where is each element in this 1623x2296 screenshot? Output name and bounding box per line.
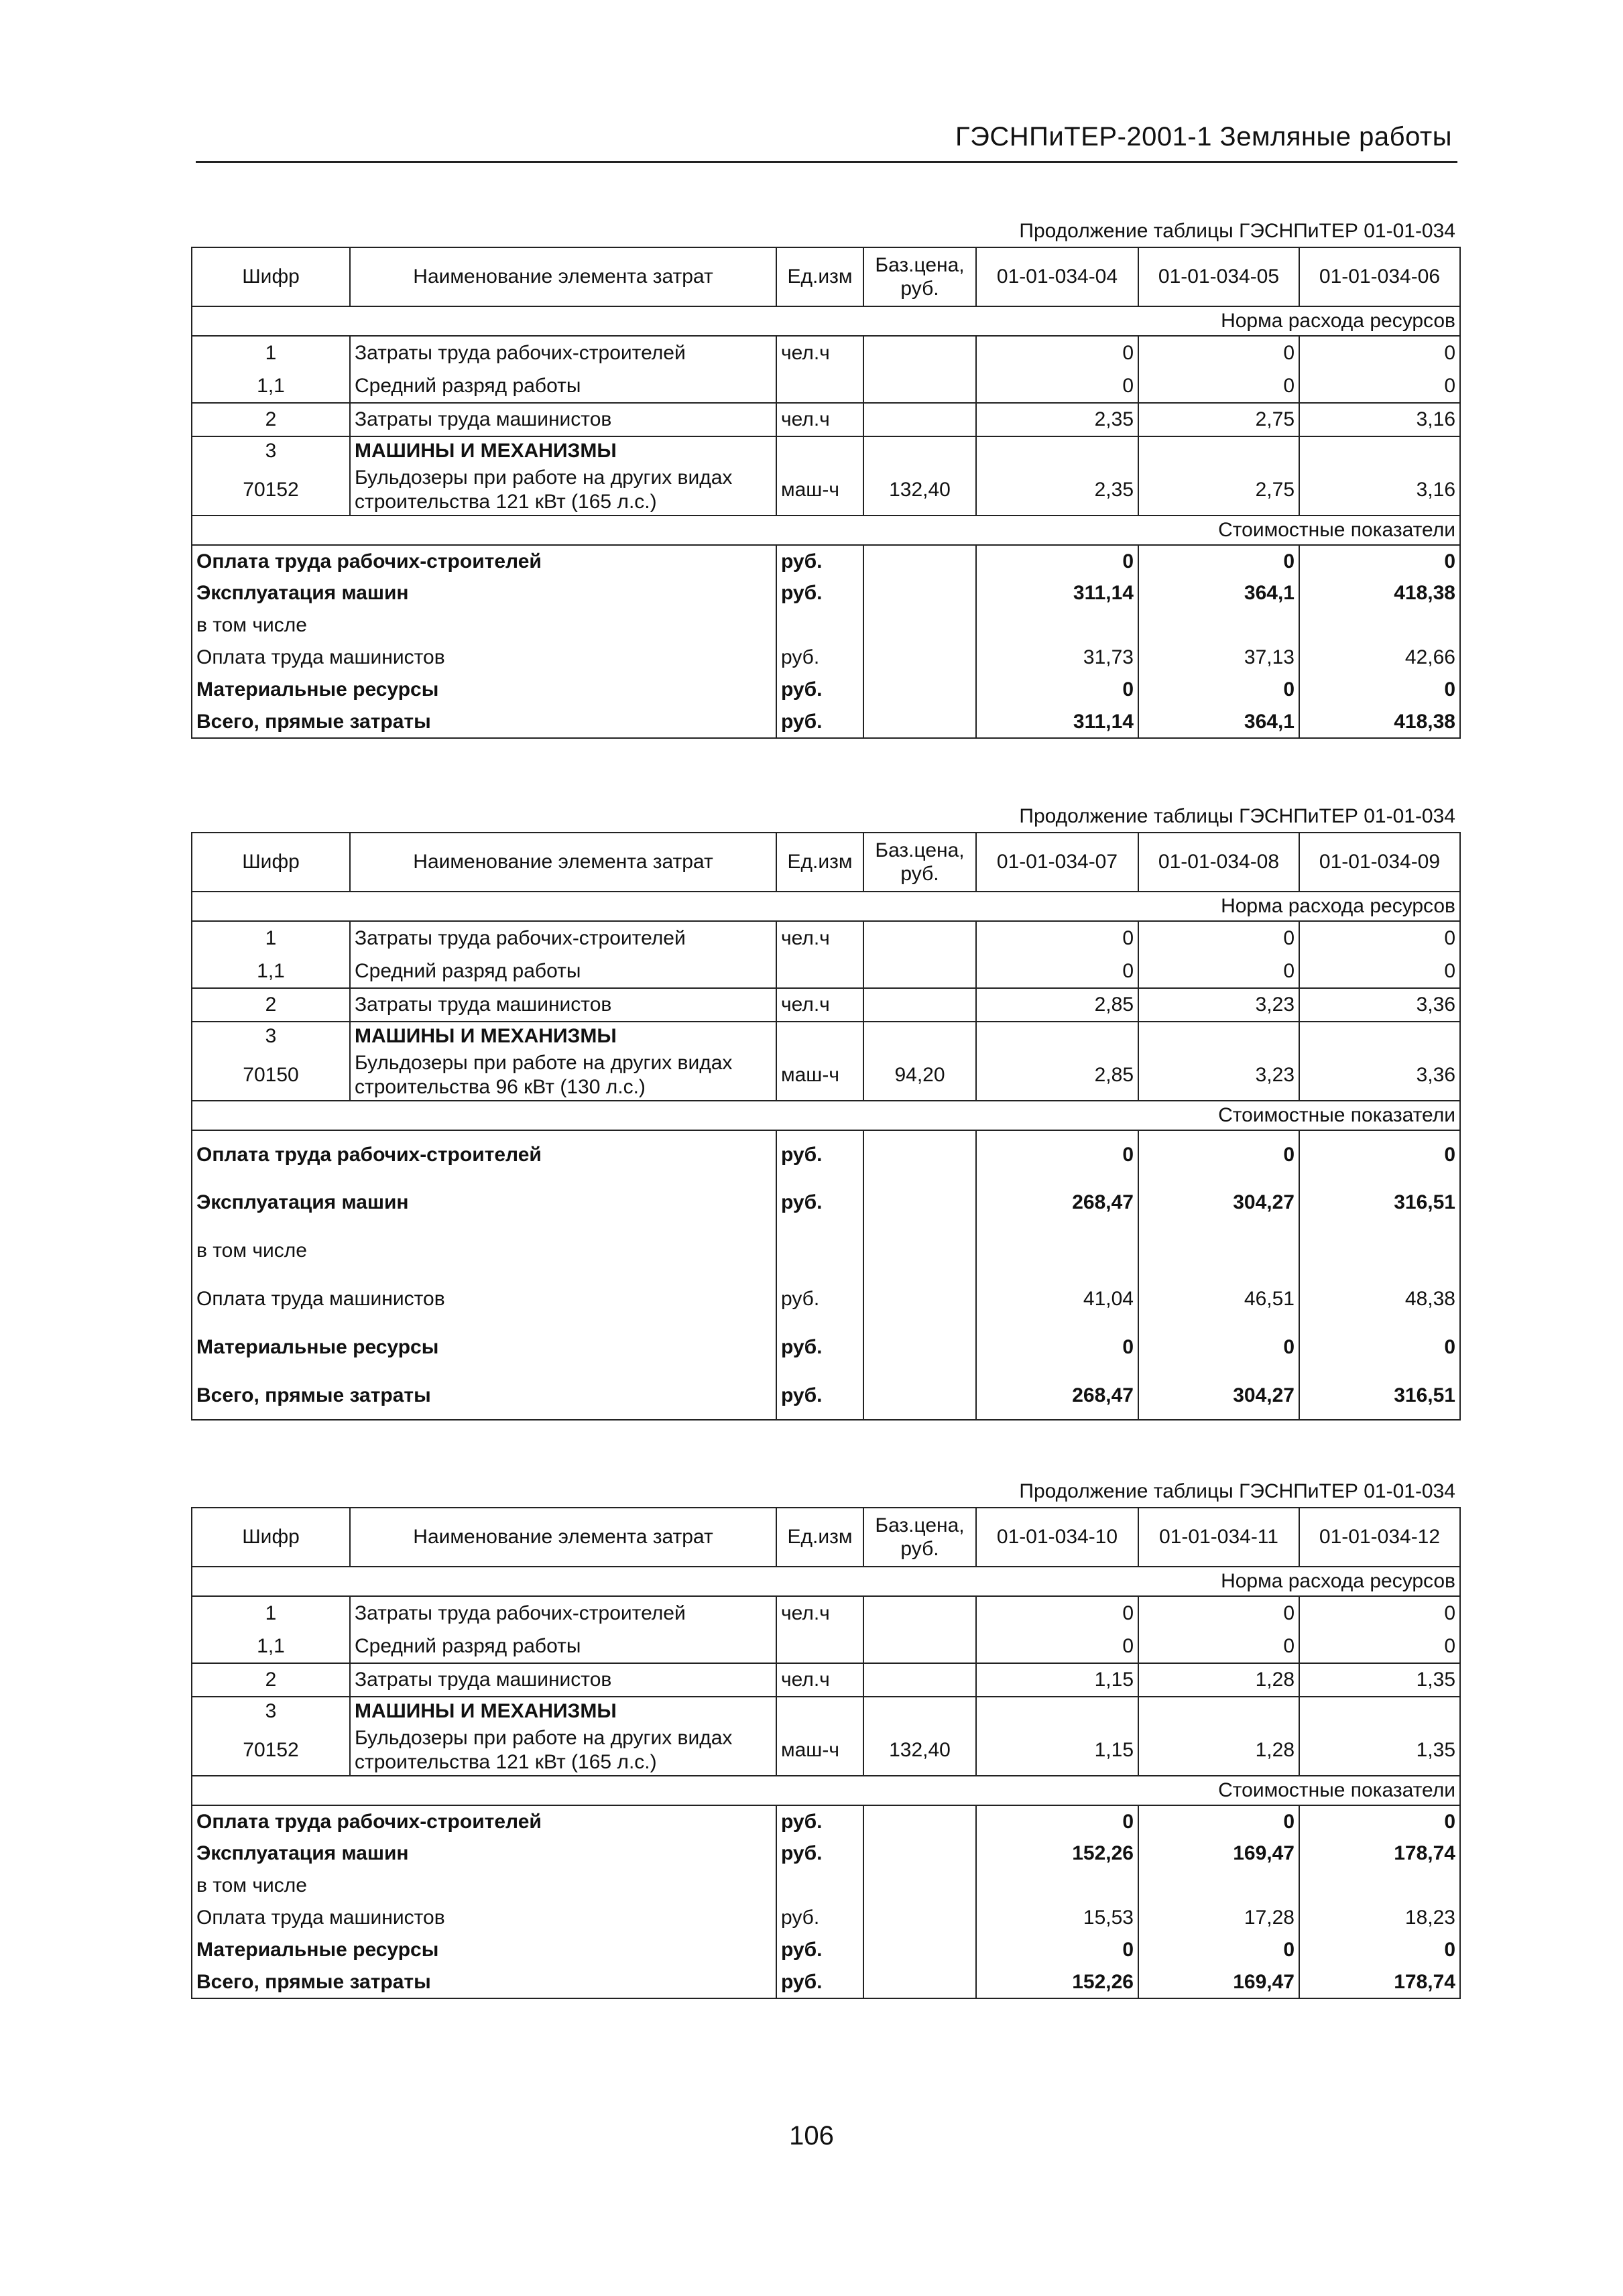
resource-price <box>863 1663 976 1697</box>
cost-name: Эксплуатация машин <box>192 1179 776 1227</box>
cost-value: 15,53 <box>976 1902 1138 1934</box>
cost-unit: руб. <box>776 1902 863 1934</box>
table-continuation-caption: Продолжение таблицы ГЭСНПиТЕР 01-01-034 <box>1019 1480 1455 1502</box>
cost-value: 0 <box>1299 1130 1460 1179</box>
resource-name: Затраты труда машинистов <box>350 403 776 436</box>
resource-value: 1,35 <box>1299 1725 1460 1776</box>
resource-name: Средний разряд работы <box>350 955 776 988</box>
cost-value: 0 <box>976 545 1138 577</box>
resource-unit <box>776 1022 863 1050</box>
cost-price-empty <box>863 1837 976 1870</box>
header-norm-code: 01-01-034-07 <box>976 833 1138 892</box>
cost-row <box>192 1805 1460 1837</box>
cost-price-empty <box>863 609 976 642</box>
cost-name: Оплата труда рабочих-строителей <box>192 545 776 577</box>
resource-value: 0 <box>1299 336 1460 369</box>
cost-unit: руб. <box>776 1805 863 1837</box>
estimate-block <box>191 801 1459 1421</box>
resource-name: МАШИНЫ И МЕХАНИЗМЫ <box>350 1022 776 1050</box>
cost-value <box>1138 609 1299 642</box>
resource-code: 70152 <box>192 465 350 516</box>
cost-value: 178,74 <box>1299 1966 1460 1998</box>
resource-name: Затраты труда рабочих-строителей <box>350 921 776 955</box>
resource-value: 0 <box>976 921 1138 955</box>
resource-value: 0 <box>1299 1596 1460 1630</box>
resource-value <box>1299 1697 1460 1725</box>
resource-row <box>192 1630 1460 1663</box>
cost-row <box>192 1227 1460 1275</box>
resource-code: 3 <box>192 436 350 465</box>
section-cost-row <box>192 1776 1460 1805</box>
cost-value: 48,38 <box>1299 1275 1460 1323</box>
resource-value: 2,85 <box>976 988 1138 1022</box>
header-unit: Ед.изм <box>776 247 863 306</box>
resource-value: 0 <box>1138 369 1299 403</box>
resource-row <box>192 403 1460 436</box>
resource-code: 1,1 <box>192 955 350 988</box>
header-code: Шифр <box>192 833 350 892</box>
cost-row <box>192 1966 1460 1998</box>
cost-name: в том числе <box>192 1870 776 1902</box>
cost-value <box>1138 1227 1299 1275</box>
resource-unit: чел.ч <box>776 1663 863 1697</box>
cost-row <box>192 577 1460 609</box>
header-unit: Ед.изм <box>776 833 863 892</box>
section-cost-label: Стоимостные показатели <box>192 1101 1460 1130</box>
cost-name: в том числе <box>192 609 776 642</box>
resource-value: 0 <box>976 1596 1138 1630</box>
page-number: 106 <box>789 2121 834 2151</box>
resource-code: 1 <box>192 921 350 955</box>
cost-price-empty <box>863 642 976 674</box>
resource-code: 1 <box>192 1596 350 1630</box>
cost-name: Материальные ресурсы <box>192 674 776 706</box>
resource-code: 3 <box>192 1022 350 1050</box>
estimate-table <box>191 247 1461 739</box>
section-norm-label: Норма расхода ресурсов <box>192 1567 1460 1596</box>
page-header-title: ГЭСНПиТЕР-2001-1 Земляные работы <box>955 122 1452 152</box>
resource-code: 70150 <box>192 1050 350 1101</box>
cost-value: 169,47 <box>1138 1837 1299 1870</box>
resource-value: 0 <box>1299 921 1460 955</box>
resource-value: 2,35 <box>976 403 1138 436</box>
cost-row <box>192 1372 1460 1420</box>
cost-name: в том числе <box>192 1227 776 1275</box>
cost-value: 0 <box>1138 1805 1299 1837</box>
cost-row <box>192 1323 1460 1372</box>
cost-value: 304,27 <box>1138 1372 1299 1420</box>
resource-price <box>863 436 976 465</box>
cost-price-empty <box>863 1372 976 1420</box>
resource-code: 70152 <box>192 1725 350 1776</box>
resource-value: 3,36 <box>1299 1050 1460 1101</box>
resource-unit: чел.ч <box>776 1596 863 1630</box>
cost-value: 18,23 <box>1299 1902 1460 1934</box>
cost-unit: руб. <box>776 674 863 706</box>
resource-value: 0 <box>976 369 1138 403</box>
cost-unit: руб. <box>776 642 863 674</box>
cost-unit <box>776 1870 863 1902</box>
cost-price-empty <box>863 1275 976 1323</box>
cost-price-empty <box>863 1130 976 1179</box>
resource-value <box>1138 1697 1299 1725</box>
cost-value: 311,14 <box>976 706 1138 738</box>
cost-value: 0 <box>976 1805 1138 1837</box>
cost-value: 46,51 <box>1138 1275 1299 1323</box>
cost-price-empty <box>863 1934 976 1966</box>
resource-unit <box>776 955 863 988</box>
header-name: Наименование элемента затрат <box>350 833 776 892</box>
cost-row <box>192 1934 1460 1966</box>
cost-value: 316,51 <box>1299 1372 1460 1420</box>
resource-unit <box>776 369 863 403</box>
resource-price: 94,20 <box>863 1050 976 1101</box>
header-unit: Ед.изм <box>776 1508 863 1567</box>
resource-unit: маш-ч <box>776 465 863 516</box>
cost-unit <box>776 609 863 642</box>
cost-value: 0 <box>1138 545 1299 577</box>
cost-unit: руб. <box>776 1323 863 1372</box>
cost-value: 364,1 <box>1138 706 1299 738</box>
resource-unit: чел.ч <box>776 921 863 955</box>
resource-value: 0 <box>1299 955 1460 988</box>
cost-row <box>192 545 1460 577</box>
cost-value: 0 <box>976 1934 1138 1966</box>
cost-unit <box>776 1227 863 1275</box>
cost-value: 0 <box>976 674 1138 706</box>
resource-value: 1,15 <box>976 1725 1138 1776</box>
resource-value <box>976 1022 1138 1050</box>
cost-unit: руб. <box>776 1934 863 1966</box>
resource-value: 2,75 <box>1138 465 1299 516</box>
header-code: Шифр <box>192 247 350 306</box>
resource-name: Бульдозеры при работе на других видах строительства 121 кВт (165 л.с.) <box>350 1725 776 1776</box>
cost-name: Всего, прямые затраты <box>192 1966 776 1998</box>
cost-value <box>1299 609 1460 642</box>
resource-value <box>1138 436 1299 465</box>
resource-row <box>192 369 1460 403</box>
header-code: Шифр <box>192 1508 350 1567</box>
cost-price-empty <box>863 1870 976 1902</box>
resource-name: МАШИНЫ И МЕХАНИЗМЫ <box>350 1697 776 1725</box>
cost-value: 0 <box>1299 1934 1460 1966</box>
resource-value: 3,16 <box>1299 403 1460 436</box>
resource-name: Бульдозеры при работе на других видах строительства 96 кВт (130 л.с.) <box>350 1050 776 1101</box>
resource-value: 0 <box>1299 369 1460 403</box>
cost-row <box>192 1870 1460 1902</box>
cost-value: 418,38 <box>1299 706 1460 738</box>
header-norm-code: 01-01-034-11 <box>1138 1508 1299 1567</box>
cost-value <box>976 1870 1138 1902</box>
cost-unit: руб. <box>776 706 863 738</box>
resource-value: 2,85 <box>976 1050 1138 1101</box>
cost-unit: руб. <box>776 1130 863 1179</box>
section-norm-label: Норма расхода ресурсов <box>192 892 1460 921</box>
cost-value <box>976 1227 1138 1275</box>
cost-unit: руб. <box>776 545 863 577</box>
resource-value <box>1299 1022 1460 1050</box>
cost-value: 311,14 <box>976 577 1138 609</box>
cost-row <box>192 609 1460 642</box>
resource-row <box>192 465 1460 516</box>
header-norm-code: 01-01-034-10 <box>976 1508 1138 1567</box>
cost-row <box>192 1275 1460 1323</box>
cost-row <box>192 1130 1460 1179</box>
cost-value: 0 <box>1138 1323 1299 1372</box>
cost-value: 41,04 <box>976 1275 1138 1323</box>
resource-price <box>863 988 976 1022</box>
cost-value: 0 <box>1299 1323 1460 1372</box>
cost-value: 268,47 <box>976 1372 1138 1420</box>
resource-name: Затраты труда машинистов <box>350 1663 776 1697</box>
header-norm-code: 01-01-034-05 <box>1138 247 1299 306</box>
cost-price-empty <box>863 577 976 609</box>
header-name: Наименование элемента затрат <box>350 1508 776 1567</box>
resource-code: 2 <box>192 1663 350 1697</box>
resource-row <box>192 436 1460 465</box>
resource-value: 0 <box>1138 336 1299 369</box>
cost-unit: руб. <box>776 1372 863 1420</box>
estimate-block <box>191 1476 1459 1999</box>
section-norm-row <box>192 306 1460 336</box>
cost-price-empty <box>863 706 976 738</box>
section-norm-row <box>192 1567 1460 1596</box>
cost-price-empty <box>863 674 976 706</box>
cost-value: 0 <box>1138 1934 1299 1966</box>
resource-row <box>192 1596 1460 1630</box>
cost-value: 31,73 <box>976 642 1138 674</box>
resource-unit <box>776 1697 863 1725</box>
cost-unit: руб. <box>776 1275 863 1323</box>
resource-row <box>192 1022 1460 1050</box>
cost-row <box>192 674 1460 706</box>
resource-row <box>192 1697 1460 1725</box>
cost-value: 316,51 <box>1299 1179 1460 1227</box>
resource-name: Средний разряд работы <box>350 369 776 403</box>
cost-row <box>192 1902 1460 1934</box>
cost-unit: руб. <box>776 577 863 609</box>
cost-unit: руб. <box>776 1837 863 1870</box>
cost-value: 304,27 <box>1138 1179 1299 1227</box>
resource-value: 2,75 <box>1138 403 1299 436</box>
cost-value: 37,13 <box>1138 642 1299 674</box>
resource-name: Затраты труда машинистов <box>350 988 776 1022</box>
resource-value: 3,36 <box>1299 988 1460 1022</box>
resource-price <box>863 1022 976 1050</box>
resource-price <box>863 955 976 988</box>
resource-value: 0 <box>1138 1596 1299 1630</box>
resource-unit <box>776 436 863 465</box>
table-continuation-caption: Продолжение таблицы ГЭСНПиТЕР 01-01-034 <box>1019 220 1455 242</box>
resource-value <box>976 1697 1138 1725</box>
resource-price <box>863 369 976 403</box>
resource-unit: маш-ч <box>776 1050 863 1101</box>
cost-price-empty <box>863 545 976 577</box>
estimate-table <box>191 1507 1461 1999</box>
resource-row <box>192 988 1460 1022</box>
resource-value: 0 <box>1299 1630 1460 1663</box>
cost-value: 0 <box>1138 1130 1299 1179</box>
cost-name: Оплата труда машинистов <box>192 642 776 674</box>
cost-value: 0 <box>976 1130 1138 1179</box>
resource-row <box>192 336 1460 369</box>
cost-value: 0 <box>1299 545 1460 577</box>
header-name: Наименование элемента затрат <box>350 247 776 306</box>
cost-value: 169,47 <box>1138 1966 1299 1998</box>
resource-price <box>863 336 976 369</box>
resource-value: 1,15 <box>976 1663 1138 1697</box>
cost-value: 152,26 <box>976 1966 1138 1998</box>
cost-name: Всего, прямые затраты <box>192 1372 776 1420</box>
cost-name: Материальные ресурсы <box>192 1934 776 1966</box>
resource-value <box>976 436 1138 465</box>
header-price: Баз.цена, руб. <box>863 833 976 892</box>
resource-row <box>192 1663 1460 1697</box>
resource-code: 2 <box>192 988 350 1022</box>
section-cost-label: Стоимостные показатели <box>192 516 1460 545</box>
section-norm-row <box>192 892 1460 921</box>
resource-row <box>192 1725 1460 1776</box>
resource-value: 0 <box>976 955 1138 988</box>
cost-name: Оплата труда рабочих-строителей <box>192 1805 776 1837</box>
section-norm-label: Норма расхода ресурсов <box>192 306 1460 336</box>
resource-code: 2 <box>192 403 350 436</box>
cost-value <box>1299 1870 1460 1902</box>
resource-value: 1,35 <box>1299 1663 1460 1697</box>
cost-value: 0 <box>1299 674 1460 706</box>
cost-value: 0 <box>1299 1805 1460 1837</box>
cost-row <box>192 706 1460 738</box>
resource-name: Затраты труда рабочих-строителей <box>350 1596 776 1630</box>
resource-row <box>192 1050 1460 1101</box>
header-norm-code: 01-01-034-12 <box>1299 1508 1460 1567</box>
table-header-row <box>192 1508 1460 1567</box>
resource-price <box>863 1630 976 1663</box>
resource-value: 3,16 <box>1299 465 1460 516</box>
cost-value: 42,66 <box>1299 642 1460 674</box>
resource-value: 3,23 <box>1138 1050 1299 1101</box>
resource-price <box>863 1697 976 1725</box>
cost-row <box>192 1179 1460 1227</box>
resource-value: 1,28 <box>1138 1663 1299 1697</box>
resource-price <box>863 403 976 436</box>
resource-unit: чел.ч <box>776 988 863 1022</box>
resource-unit: чел.ч <box>776 403 863 436</box>
resource-code: 1,1 <box>192 369 350 403</box>
resource-unit: чел.ч <box>776 336 863 369</box>
resource-price: 132,40 <box>863 1725 976 1776</box>
table-header-row <box>192 247 1460 306</box>
cost-unit: руб. <box>776 1179 863 1227</box>
resource-name: Бульдозеры при работе на других видах строительства 121 кВт (165 л.с.) <box>350 465 776 516</box>
cost-value <box>976 609 1138 642</box>
cost-value: 364,1 <box>1138 577 1299 609</box>
resource-name: Средний разряд работы <box>350 1630 776 1663</box>
estimate-block <box>191 216 1459 739</box>
resource-value: 2,35 <box>976 465 1138 516</box>
cost-name: Оплата труда машинистов <box>192 1902 776 1934</box>
cost-price-empty <box>863 1179 976 1227</box>
estimate-table <box>191 832 1461 1421</box>
resource-value: 0 <box>1138 955 1299 988</box>
cost-name: Эксплуатация машин <box>192 1837 776 1870</box>
section-cost-row <box>192 1101 1460 1130</box>
cost-value: 418,38 <box>1299 577 1460 609</box>
resource-code: 1 <box>192 336 350 369</box>
resource-row <box>192 955 1460 988</box>
resource-price <box>863 921 976 955</box>
cost-name: Оплата труда машинистов <box>192 1275 776 1323</box>
resource-value: 0 <box>1138 921 1299 955</box>
table-header-row <box>192 833 1460 892</box>
table-continuation-caption: Продолжение таблицы ГЭСНПиТЕР 01-01-034 <box>1019 805 1455 827</box>
header-norm-code: 01-01-034-06 <box>1299 247 1460 306</box>
cost-unit: руб. <box>776 1966 863 1998</box>
cost-value: 268,47 <box>976 1179 1138 1227</box>
resource-code: 1,1 <box>192 1630 350 1663</box>
resource-code: 3 <box>192 1697 350 1725</box>
cost-price-empty <box>863 1966 976 1998</box>
cost-price-empty <box>863 1902 976 1934</box>
cost-value <box>1299 1227 1460 1275</box>
header-price: Баз.цена, руб. <box>863 247 976 306</box>
resource-value: 0 <box>976 336 1138 369</box>
cost-value <box>1138 1870 1299 1902</box>
resource-value: 3,23 <box>1138 988 1299 1022</box>
section-cost-row <box>192 516 1460 545</box>
cost-name: Оплата труда рабочих-строителей <box>192 1130 776 1179</box>
cost-name: Эксплуатация машин <box>192 577 776 609</box>
resource-value <box>1138 1022 1299 1050</box>
resource-price <box>863 1596 976 1630</box>
page-header-rule <box>196 161 1457 163</box>
resource-value <box>1299 436 1460 465</box>
resource-value: 0 <box>1138 1630 1299 1663</box>
header-norm-code: 01-01-034-08 <box>1138 833 1299 892</box>
cost-value: 17,28 <box>1138 1902 1299 1934</box>
resource-unit <box>776 1630 863 1663</box>
resource-price: 132,40 <box>863 465 976 516</box>
resource-row <box>192 921 1460 955</box>
header-price: Баз.цена, руб. <box>863 1508 976 1567</box>
cost-price-empty <box>863 1227 976 1275</box>
cost-value: 0 <box>1138 674 1299 706</box>
header-norm-code: 01-01-034-09 <box>1299 833 1460 892</box>
cost-name: Материальные ресурсы <box>192 1323 776 1372</box>
cost-value: 152,26 <box>976 1837 1138 1870</box>
cost-price-empty <box>863 1805 976 1837</box>
cost-price-empty <box>863 1323 976 1372</box>
cost-row <box>192 642 1460 674</box>
resource-value: 1,28 <box>1138 1725 1299 1776</box>
cost-value: 0 <box>976 1323 1138 1372</box>
header-norm-code: 01-01-034-04 <box>976 247 1138 306</box>
resource-unit: маш-ч <box>776 1725 863 1776</box>
cost-value: 178,74 <box>1299 1837 1460 1870</box>
resource-value: 0 <box>976 1630 1138 1663</box>
resource-name: Затраты труда рабочих-строителей <box>350 336 776 369</box>
section-cost-label: Стоимостные показатели <box>192 1776 1460 1805</box>
cost-row <box>192 1837 1460 1870</box>
resource-name: МАШИНЫ И МЕХАНИЗМЫ <box>350 436 776 465</box>
cost-name: Всего, прямые затраты <box>192 706 776 738</box>
